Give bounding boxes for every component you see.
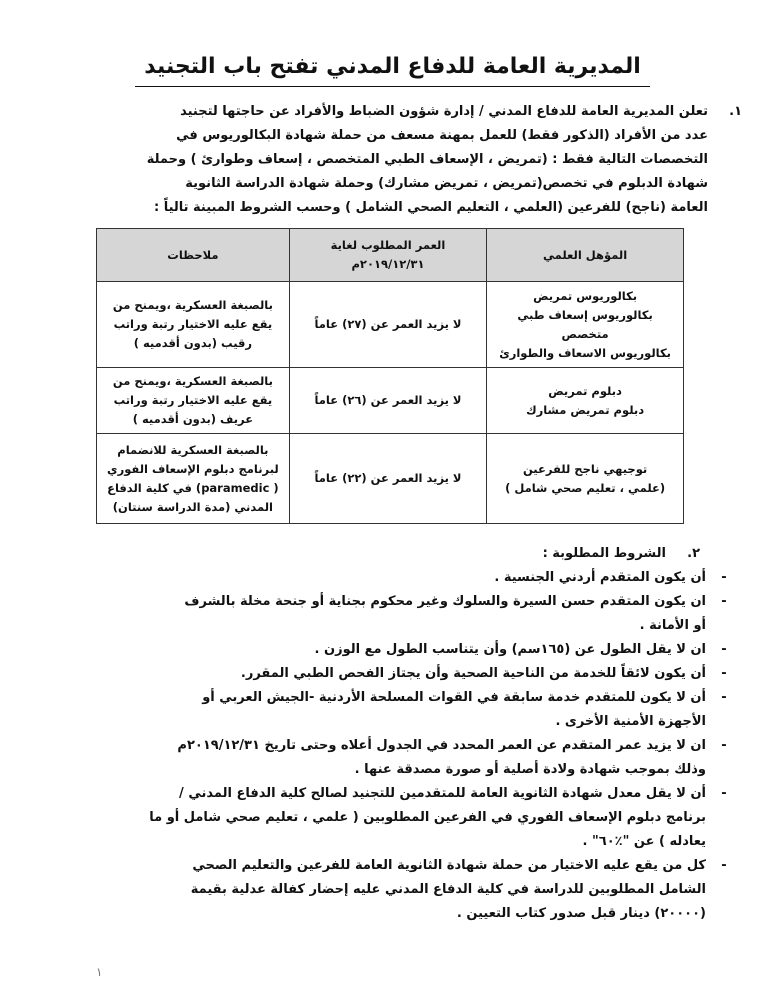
cell-line: بالصبغة العسكرية للانضمام bbox=[117, 442, 269, 457]
cell-age: لا يزيد العمر عن (٢٦) عاماً bbox=[289, 368, 486, 434]
dash-bullet: - bbox=[721, 570, 727, 585]
section-1-line: التخصصات التالية فقط : (تمريض ، الإسعاف الطبي المتخصص ، إسعاف وطوارئ ) وحملة bbox=[146, 152, 708, 167]
cell-line: بكالوريوس إسعاف طبي bbox=[517, 307, 653, 322]
header-age-line2: ٢٠١٩/١٢/٣١م bbox=[351, 257, 425, 271]
condition-item bbox=[42, 686, 742, 734]
section-2 bbox=[42, 542, 742, 926]
document-title: المديرية العامة للدفاع المدني تفتح باب التجنيد bbox=[135, 52, 650, 87]
page-number: ١ bbox=[96, 965, 103, 979]
condition-line: الأجهزة الأمنية الأخرى . bbox=[555, 714, 706, 729]
header-notes: ملاحظات bbox=[97, 229, 290, 282]
cell-line: دبلوم تمريض مشارك bbox=[526, 402, 645, 417]
condition-item bbox=[42, 590, 742, 638]
cell-age: لا يزيد العمر عن (٢٧) عاماً bbox=[289, 282, 486, 368]
cell-qualification bbox=[487, 434, 684, 524]
section-1-line bbox=[82, 100, 742, 124]
section-1-line: العامة (ناجح) للفرعين (العلمي ، التعليم الصحي الشامل ) وحسب الشروط المبينة تالياً : bbox=[153, 200, 708, 215]
cell-line: بكالوريوس تمريض bbox=[533, 288, 638, 303]
section-2-heading bbox=[42, 542, 742, 566]
requirements-table bbox=[96, 228, 684, 524]
section-1-line: عدد من الأفراد (الذكور فقط) للعمل بمهنة مسعف من حملة شهادة البكالوريوس في bbox=[176, 128, 708, 143]
cell-notes bbox=[97, 368, 290, 434]
heading-text: الشروط المطلوبة : bbox=[542, 546, 666, 561]
cell-line: المدني (مدة الدراسة سنتان) bbox=[112, 499, 273, 514]
condition-item bbox=[42, 638, 742, 662]
condition-line: أو الأمانة . bbox=[639, 618, 706, 633]
dash-bullet: - bbox=[721, 786, 727, 801]
condition-line: ان لا يزيد عمر المتقدم عن العمر المحدد في الجدول أعلاه وحتى تاريخ ٢٠١٩/١٢/٣١م bbox=[177, 738, 706, 753]
cell-line: رقيب (بدون أقدميه ) bbox=[133, 336, 253, 350]
condition-line: وذلك بموجب شهادة ولادة أصلية أو صورة مصدقة عنها . bbox=[354, 762, 706, 777]
dash-bullet: - bbox=[721, 690, 727, 705]
cell-qualification bbox=[487, 368, 684, 434]
dash-bullet: - bbox=[721, 858, 727, 873]
section-1 bbox=[82, 100, 742, 220]
line-text: تعلن المديرية العامة للدفاع المدني / إدارة شؤون الضباط والأفراد عن حاجتها لتجنيد bbox=[180, 104, 708, 119]
cell-line: عريف (بدون أقدميه ) bbox=[132, 412, 254, 426]
dash-bullet: - bbox=[721, 642, 727, 657]
condition-line: كل من يقع عليه الاختيار من حملة شهادة الثانوية العامة للفرعين والتعليم الصحي bbox=[192, 858, 706, 873]
cell-qualification bbox=[487, 282, 684, 368]
condition-line: أن لا يكون للمتقدم خدمة سابقة في القوات المسلحة الأردنية -الجيش العربي أو bbox=[202, 690, 706, 705]
cell-line: لبرنامج دبلوم الإسعاف الفوري bbox=[107, 461, 279, 476]
section-number: ١. bbox=[729, 104, 742, 119]
section-1-line: شهادة الدبلوم في تخصص(تمريض ، تمريض مشارك) وحملة شهادة الدراسة الثانوية bbox=[185, 176, 708, 191]
condition-line: أن يكون لائقاً للخدمة من الناحية الصحية وأن يجتاز الفحص الطبي المقرر. bbox=[240, 666, 706, 681]
table-row bbox=[97, 368, 684, 434]
cell-line: بالصبغة العسكرية ،ويمنح من bbox=[112, 298, 273, 312]
table-header-row bbox=[97, 229, 684, 282]
condition-item bbox=[42, 734, 742, 782]
table-row bbox=[97, 434, 684, 524]
condition-item bbox=[42, 854, 742, 926]
cell-notes bbox=[97, 282, 290, 368]
condition-line: أن يكون المتقدم أردني الجنسية . bbox=[494, 570, 706, 585]
section-number: ٢. bbox=[687, 546, 700, 561]
cell-age: لا يزيد العمر عن (٢٢) عاماً bbox=[289, 434, 486, 524]
header-age bbox=[289, 229, 486, 282]
cell-notes bbox=[97, 434, 290, 524]
condition-line: ان يكون المتقدم حسن السيرة والسلوك وغير محكوم بجناية أو جنحة مخلة بالشرف bbox=[184, 594, 706, 609]
cell-line: يقع عليه الاختيار رتبة وراتب bbox=[113, 393, 273, 407]
condition-item bbox=[42, 782, 742, 854]
cell-line: ( paramedic) في كلية الدفاع bbox=[107, 480, 279, 495]
table-row bbox=[97, 282, 684, 368]
cell-line: دبلوم تمريض bbox=[548, 383, 622, 398]
cell-line: توجيهي ناجح للفرعين bbox=[522, 461, 648, 476]
condition-line: ان لا يقل الطول عن (١٦٥سم) وأن يتناسب الطول مع الوزن . bbox=[314, 642, 706, 657]
condition-line: يعادله ) عن "٪٦٠" . bbox=[582, 834, 706, 849]
condition-line: أن لا يقل معدل شهادة الثانوية العامة للمتقدمين للتجنيد لصالح كلية الدفاع المدني / bbox=[179, 786, 706, 801]
condition-item bbox=[42, 566, 742, 590]
condition-line: برنامج دبلوم الإسعاف الفوري في الفرعين المطلوبين ( علمي ، تعليم صحي شامل أو ما bbox=[149, 810, 706, 825]
dash-bullet: - bbox=[721, 666, 727, 681]
cell-line: بكالوريوس الاسعاف والطوارئ bbox=[499, 345, 671, 360]
header-age-line1: العمر المطلوب لغاية bbox=[330, 238, 446, 252]
condition-line: (٢٠٠٠٠) دينار قبل صدور كتاب التعيين . bbox=[456, 906, 706, 921]
dash-bullet: - bbox=[721, 594, 727, 609]
cell-line: بالصبغة العسكرية ،ويمنح من bbox=[112, 374, 273, 388]
cell-line: يقع عليه الاختيار رتبة وراتب bbox=[113, 317, 273, 331]
cell-line: متخصص bbox=[561, 326, 609, 341]
dash-bullet: - bbox=[721, 738, 727, 753]
condition-item bbox=[42, 662, 742, 686]
condition-line: الشامل المطلوبين للدراسة في كلية الدفاع المدني عليه إحضار كفالة عدلية بقيمة bbox=[190, 882, 706, 897]
cell-line: (علمي ، تعليم صحي شامل ) bbox=[505, 480, 666, 495]
header-qualification: المؤهل العلمي bbox=[487, 229, 684, 282]
